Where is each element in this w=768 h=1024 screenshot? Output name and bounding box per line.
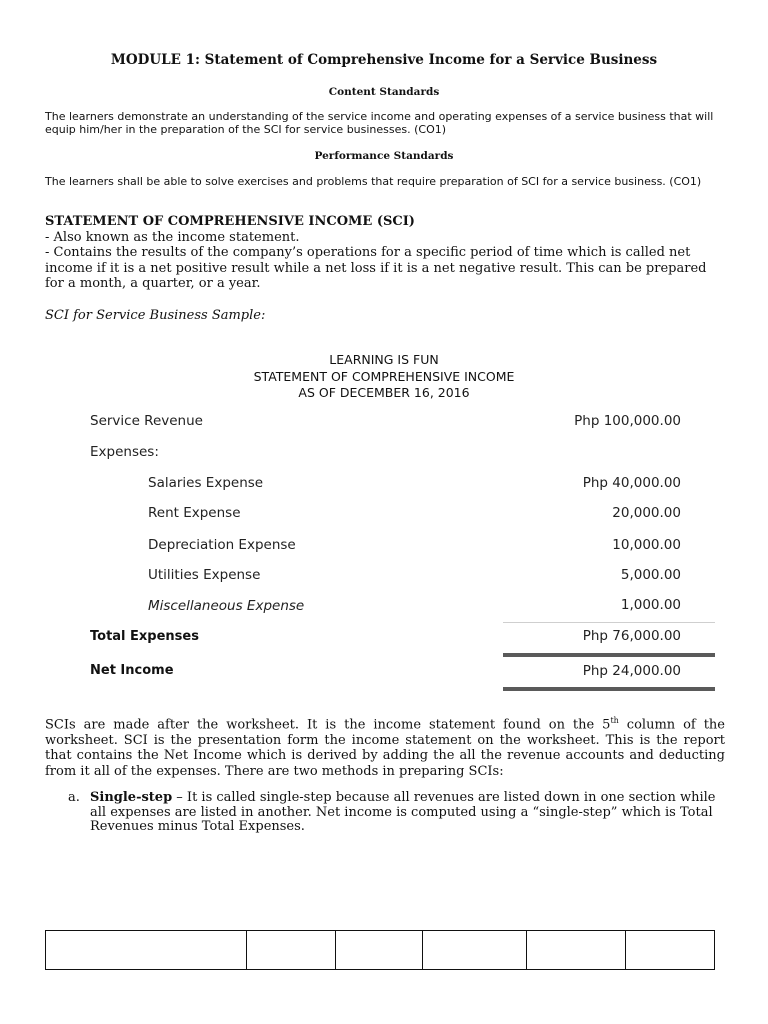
table-cell (526, 931, 625, 970)
expense-amount: 20,000.00 (612, 505, 681, 521)
sci-line-2: - Contains the results of the company’s operations for a specific period of time which is called net income if it is a net positive result while a net loss if it is a net negative result. This can be prepared for a month, a quarter, or a year. (45, 245, 707, 291)
net-income-label: Net Income (90, 663, 174, 678)
method-description: – It is called single-step because all revenues are listed down in one section while all expenses are listed in another. Net income is computed using a “single-step” which is Total Revenues minus Total Expenses. (90, 790, 716, 834)
expense-label: Miscellaneous Expense (148, 598, 305, 614)
expense-amount: 10,000.00 (612, 537, 681, 553)
expenses-label: Expenses: (90, 444, 159, 460)
bottom-table (45, 930, 715, 970)
module-title: MODULE 1: Statement of Comprehensive Income for a Service Business (110, 52, 658, 68)
revenue-label: Service Revenue (90, 413, 203, 429)
expense-label: Depreciation Expense (148, 537, 296, 553)
performance-standards-heading: Performance Standards (314, 150, 454, 162)
expense-amount: Php 40,000.00 (582, 475, 681, 491)
explanation-paragraph (45, 713, 725, 779)
ordinal-suffix: th (610, 716, 619, 725)
expense-amount: 5,000.00 (620, 567, 681, 583)
revenue-amount: Php 100,000.00 (574, 413, 681, 429)
expense-amount: 1,000.00 (620, 597, 681, 613)
sci-line-1: - Also known as the income statement. (45, 230, 300, 245)
sci-heading: STATEMENT OF COMPREHENSIVE INCOME (SCI) (45, 214, 415, 229)
content-standards-heading: Content Standards (328, 86, 440, 98)
content-standards-text: The learners demonstrate an understanding of the service income and operating expenses of a service business that will equip him/her in the preparation of the SCI for service businesses. (CO1) (45, 110, 714, 136)
explanation-text-continued: column of the worksheet. SCI is the presentation form the income statement on the worksheet. This is the report that contains the Net Income which is derived by adding the all the revenue accounts and deducting from it all of the expenses. There are two methods in preparing SCIs: (45, 717, 725, 779)
net-income-top-rule (503, 653, 715, 657)
total-rule (503, 622, 715, 623)
statement-date: AS OF DECEMBER 16, 2016 (298, 385, 470, 400)
table-cell (423, 931, 526, 970)
total-expenses-label: Total Expenses (90, 629, 199, 644)
statement-title: STATEMENT OF COMPREHENSIVE INCOME (253, 369, 515, 384)
method-term: Single-step (90, 790, 173, 805)
expense-label: Utilities Expense (148, 567, 261, 583)
explanation-text: SCIs are made after the worksheet. It is the income statement found on the 5 (45, 717, 611, 733)
expense-label: Rent Expense (148, 505, 241, 521)
table-row (46, 931, 715, 970)
sci-sample-label: SCI for Service Business Sample: (45, 308, 266, 323)
total-expenses-amount: Php 76,000.00 (582, 628, 681, 644)
expense-label: Salaries Expense (148, 475, 264, 491)
table-cell (626, 931, 715, 970)
list-marker: a. (68, 790, 80, 805)
table-cell (46, 931, 247, 970)
table-cell (335, 931, 423, 970)
net-income-amount: Php 24,000.00 (582, 663, 681, 679)
performance-standards-text: The learners shall be able to solve exercises and problems that require preparation of SCI for a service business. (CO1) (45, 175, 702, 188)
net-income-bottom-rule (503, 687, 715, 691)
statement-company: LEARNING IS FUN (329, 352, 439, 367)
table-cell (246, 931, 335, 970)
method-text (90, 791, 730, 835)
